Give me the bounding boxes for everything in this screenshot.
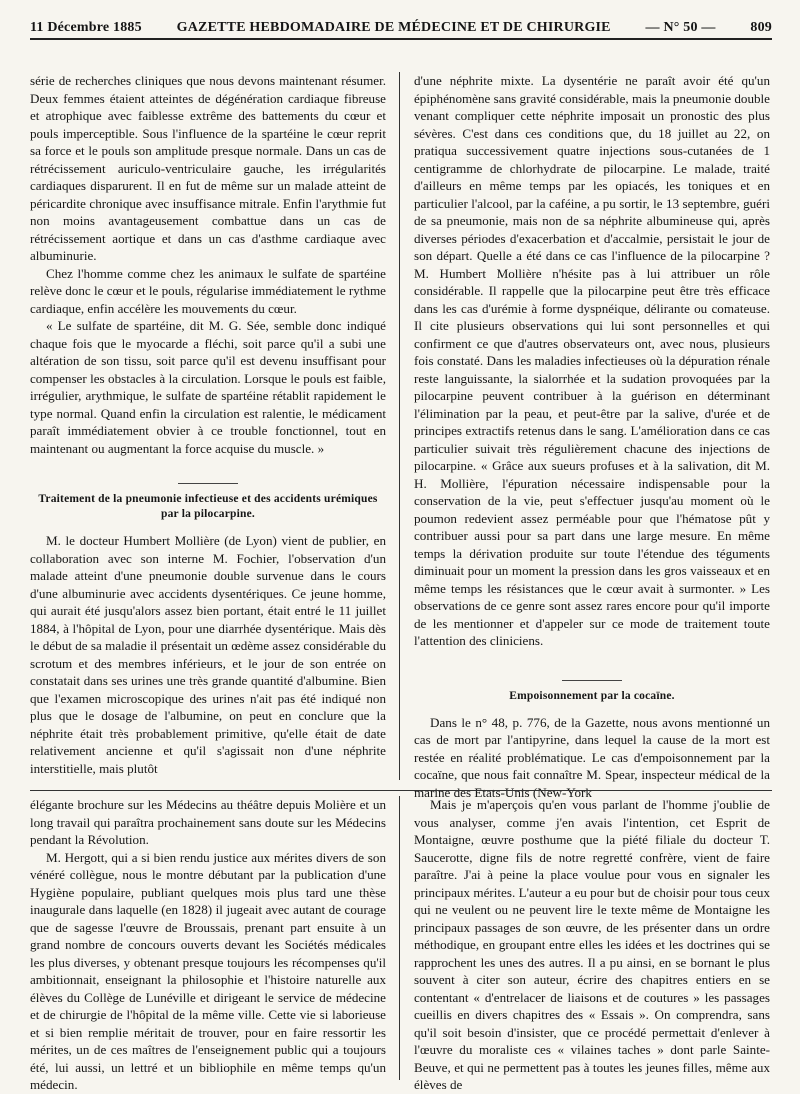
paragraph-molliere-case: M. le docteur Humbert Mollière (de Lyon) vient de publier, en collaboration avec son interne M. Fochier, l'observation d'un malade atteint d'une pneumonie double survenue dans le cours d'une albuminurie avec accidents dysentériques. Ce jeune homme, qui aurait été jusqu'alors assez bien portant, était entré le 11 juillet 1884, à l'hôpital de Lyon, pour une diarrhée dysentérique. Mais dès le début de sa maladie il présentait un œdème assez considérable du scrotum et des membres inférieurs, et le jour de son entrée on constatait dans ses urines une très grande quantité d'albumine. Bien que l'examen microscopique des urines n'ait pas été indiqué non plus que le dosage de l'albumine, on peut en conclure que la néphrite était très probablement primitive, qu'elle était de date relativement ancienne et qu'il s'agissait non d'une néphrite interstitielle, mais plutôt [30,533,386,776]
paragraph-see-quote: « Le sulfate de spartéine, dit M. G. Sée, semble donc indiqué chaque fois que le myocarde a fléchi, soit parce qu'il a subi une altération de son tissu, soit parce qu'il est devenu insuffisant pour compenser les obstacles à la circulation. Lorsque le pouls est faible, irrégulier, arythmique, le sulfate de spartéine rétablit rapidement le type normal. Quand enfin la circulation est ralentie, le médicament paraît immédiatement obvier à ce trouble fonctionnel, tout en maintenant ou augmentant la force acquise du muscle. » [30,318,386,456]
top-right-column [414,72,770,800]
section-heading-cocaine: Empoisonnement par la cocaïne. [509,689,675,702]
journal-title: GAZETTE HEBDOMADAIRE DE MÉDECINE ET DE CHIRURGIE [176,20,611,35]
issue-date: 11 Décembre 1885 [30,20,142,35]
paragraph-sparteine-cases: série de recherches cliniques que nous devons maintenant résumer. Deux femmes étaient atteintes de dégénération cardiaque fibreuse et atrophique avec faiblesse extrême des battements du cœur et pouls imperceptible. Sous l'influence de la spartéine le cœur reprit sa force et le pouls son amplitude presque normale. Dans un cas de rétrécissement auriculo-ventriculaire gauche, les irrégularités cardiaques disparurent. Il en fut de même sur un malade atteint de péricardite chronique avec insuffisance mitrale. Enfin l'arythmie fut non moins avantageusement combattue dans un cas de rétrécissement aortique et dans un cas d'asthme cardiaque avec albuminurie. [30,73,386,263]
bottom-left-column [30,796,386,1092]
page-number: 809 [750,20,772,35]
page-header [30,14,772,40]
paragraph-cocaine-case: Dans le n° 48, p. 776, de la Gazette, nous avons mentionné un cas de mort par l'antipyrine, dans lequel la cause de la mort est restée en réalité problématique. Le cas d'empoisonnement par la cocaïne, que nous fait connaître M. Spear, inspecteur médical de la marine des Etats-Unis (New-York [414,714,770,800]
paragraph-brochure: élégante brochure sur les Médecins au théâtre depuis Molière et un long travail qui paraîtra prochainement sans doute sur les Médecins pendant la Révolution. [30,797,386,847]
paragraph-pilocarpine-discussion: d'une néphrite mixte. La dysentérie ne paraît avoir été qu'un épiphénomène sans gravité considérable, mais la pneumonie double venant compliquer cette néphrite imposait un pronostic des plus sévères. C'est dans ces conditions que, du 18 juillet au 22, on pratiqua successivement quatre injections sous-cutanées de 1 centigramme de chlorhydrate de pilocarpine. Le malade, traité d'ailleurs en même temps par les opiacés, les toniques et en particulier l'alcool, par la caféine, a pu sortir, le 13 septembre, guéri de sa pneumonie, mais non de sa néphrite albumineuse qui, après diverses périodes d'exacerbation et d'accalmie, persistait le jour de son départ. Quelle a été dans ce cas l'influence de la pilocarpine ? M. Humbert Mollière n'hésite pas à lui attribuer un rôle considérable. Il rappelle que la pilocarpine peut être très efficace dans les cas d'urémie à forme dyspnéique, délirante ou comateuse. Il cite plusieurs observations qui lui sont personnelles et qui confirment ce que d'autres observateurs ont, avec nous, plusieurs fois constaté. Dans les maladies infectieuses où la dépuration rénale reste languissante, la sialorrhée et la sudation provoquées par la pilocarpine peuvent contribuer à la guérison en déterminant l'élimination par la peau, et peut-être par la salive, d'urée et de principes extractifs retenus dans le sang. L'amélioration dans ce cas particulier suivait très régulièrement chacune des injections de pilocarpine. « Grâce aux sueurs profuses et à la salivation, dit M. H. Mollière, l'épuration nécessaire indispensable pour la conservation de la vie, peut s'effectuer jusqu'au moment où le poumon redevient assez perméable pour que l'hématose pût y contribuer aussi pour sa part dans une large mesure. En même temps la dérivation produite sur toute l'étendue des téguments diminuait pour un moment la pression dans les gros vaisseaux et en même temps les résistances que le cœur avait à surmonter. » Les observations de ce genre sont assez rares encore pour qu'il importe de les mentionner et d'appeler sur ce mode de traitement toute l'attention des cliniciens. [414,73,770,648]
paragraph-hergott: M. Hergott, qui a si bien rendu justice aux mérites divers de son vénéré collègue, nous le montre débutant par la publication d'une Hygiène populaire, publiant quelques mois plus tard une thèse inaugurale dans laquelle (en 1828) il jugeait avec autant de courage que de sagesse l'œuvre de Broussais, prenant part ensuite à un grand nombre de concours ouverts devant les Sociétés médicales les plus diverses, y obtenant presque toujours les récompenses qu'il ambitionnait, enseignant la philosophie et l'histoire naturelle aux élèves du Collège de Lunéville et dirigeant le service de médecine et de chirurgie de l'hôpital de la même ville. Cette vie si laborieuse et si bien remplie méritait de trouver, pour en faire ressortir les mérites, un de ces maîtres de l'enseignement public qui a toujours été, lui aussi, un lettré et un bibliophile en même temps qu'un médecin. [30,849,386,1092]
issue-number: — N° 50 — [645,20,716,35]
section-heading-pilocarpine: Traitement de la pneumonie infectieuse et des accidents urémiques par la pilocarpine. [38,493,378,520]
top-left-column [30,72,386,780]
feuilleton-divider [30,790,772,791]
column-divider-bottom [399,796,400,1080]
paragraph-sparteine-summary: Chez l'homme comme chez les animaux le sulfate de spartéine relève donc le cœur et le pouls, régularise immédiatement le rythme cardiaque, enfin accélère les mouvements du cœur. [30,265,386,316]
paragraph-esprit-de-montaigne: Mais je m'aperçois qu'en vous parlant de l'homme j'oublie de vous analyser, comme j'en avais l'intention, cet Esprit de Montaigne, œuvre posthume que la piété filiale du docteur T. Saucerotte, digne fils de notre regretté confrère, vient de faire paraître. J'ai à peine la place voulue pour vous en signaler les principaux mérites. L'auteur a eu pour but de choisir pour tous ceux qui ne veulent ou ne peuvent lire le texte même de Montaigne les principaux passages de son œuvre, de les présenter dans un ordre méthodique, en groupant entre elles les idées et les doctrines qui se rapprochent les unes des autres. Il a pu ainsi, en se bornant le plus souvent à citer son auteur, écrire des chapitres entiers en se contentant « d'entrelacer de liaisons et de coutures » les passages cueillis en divers chapitres des « Essais ». On comprendra, sans qu'il soit besoin d'insister, que ce procédé permettait d'enlever à l'œuvre du moraliste ces « vilaines taches » dont parle Sainte-Beuve, et qui ne permettent pas à toutes les jeunes filles, même aux élèves de [414,797,770,1092]
column-divider-top [399,72,400,780]
bottom-right-column [414,796,770,1092]
